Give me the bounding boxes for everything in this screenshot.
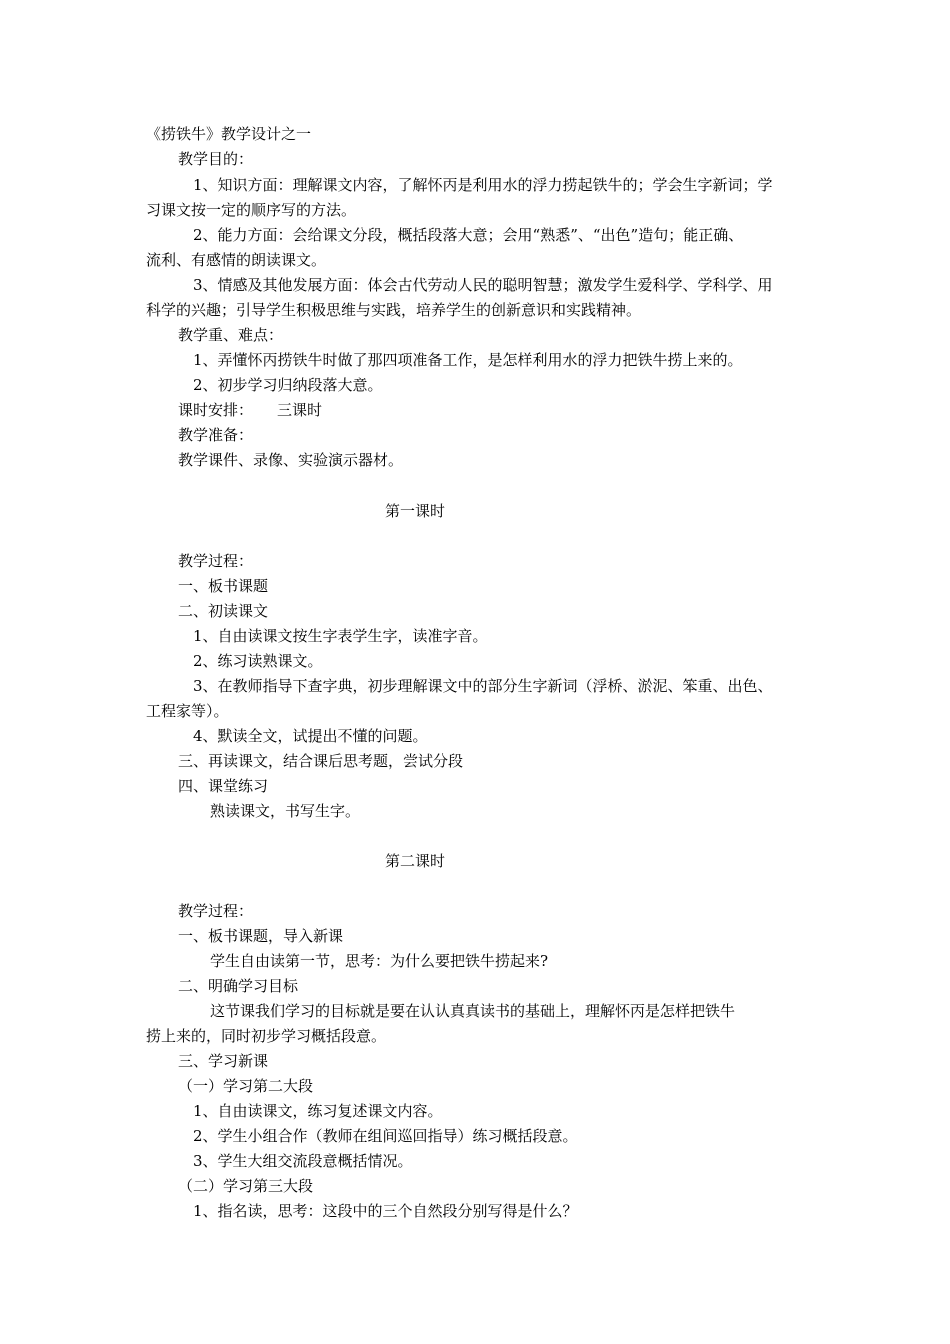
lesson-1-title: 第一课时 bbox=[384, 502, 445, 520]
lesson-2-part-1-item-2: 2、学生小组合作（教师在组间巡回指导）练习概括段意。 bbox=[193, 1127, 578, 1145]
lesson-1-step-4-text: 熟读课文，书写生字。 bbox=[210, 802, 361, 820]
lesson-1-step-3: 三、再读课文，结合课后思考题，尝试分段 bbox=[178, 752, 464, 770]
lesson-2-part-2-item-1: 1、指名读，思考：这段中的三个自然段分别写得是什么？ bbox=[193, 1202, 578, 1220]
keypoint-2: 2、初步学习归纳段落大意。 bbox=[193, 376, 383, 394]
lesson-1-step-2-item-2: 2、练习读熟课文。 bbox=[193, 652, 323, 670]
keypoint-1: 1、弄懂怀丙捞铁牛时做了那四项准备工作，是怎样利用水的浮力把铁牛捞上来的。 bbox=[193, 351, 743, 369]
lesson-1-step-4: 四、课堂练习 bbox=[178, 777, 269, 795]
schedule-value: 三课时 bbox=[277, 401, 323, 419]
lesson-2-step-1-text: 学生自由读第一节，思考：为什么要把铁牛捞起来? bbox=[210, 952, 549, 970]
lesson-2-step-1: 一、板书课题，导入新课 bbox=[178, 927, 344, 945]
objective-3-line-1: 3、情感及其他发展方面：体会古代劳动人民的聪明智慧；激发学生爱科学、学科学、用 bbox=[193, 276, 773, 294]
lesson-2-part-1: （一）学习第二大段 bbox=[178, 1077, 314, 1095]
lesson-2-part-1-item-3: 3、学生大组交流段意概括情况。 bbox=[193, 1152, 413, 1170]
lesson-2-title: 第二课时 bbox=[384, 852, 445, 870]
lesson-2-step-2-text-line-1: 这节课我们学习的目标就是要在认认真真读书的基础上，理解怀丙是怎样把铁牛 bbox=[210, 1002, 736, 1020]
lesson-1-step-2-item-4: 4、默读全文，试提出不懂的问题。 bbox=[193, 727, 428, 745]
lesson-1-step-1: 一、板书课题 bbox=[178, 577, 269, 595]
lesson-2-step-2: 二、明确学习目标 bbox=[178, 977, 299, 995]
prep-text: 教学课件、录像、实验演示器材。 bbox=[178, 451, 404, 469]
objective-1-line-2: 习课文按一定的顺序写的方法。 bbox=[146, 201, 357, 219]
lesson-2-process: 教学过程： bbox=[178, 902, 254, 920]
lesson-1-step-2-item-3-line-1: 3、在教师指导下查字典，初步理解课文中的部分生字新词（浮桥、淤泥、笨重、出色、 bbox=[193, 677, 773, 695]
prep-heading: 教学准备： bbox=[178, 426, 254, 444]
document-title: 《捞铁牛》教学设计之一 bbox=[146, 125, 312, 143]
objective-2-line-1: 2、能力方面：会给课文分段，概括段落大意；会用“熟悉”、“出色”造句；能正确、 bbox=[193, 226, 744, 244]
lesson-1-step-2: 二、初读课文 bbox=[178, 602, 269, 620]
lesson-2-part-2: （二）学习第三大段 bbox=[178, 1177, 314, 1195]
lesson-2-part-1-item-1: 1、自由读课文，练习复述课文内容。 bbox=[193, 1102, 443, 1120]
lesson-2-step-3: 三、学习新课 bbox=[178, 1052, 269, 1070]
objective-1-line-1: 1、知识方面：理解课文内容，了解怀丙是利用水的浮力捞起铁牛的；学会生字新词；学 bbox=[193, 176, 773, 194]
objective-3-line-2: 科学的兴趣；引导学生积极思维与实践，培养学生的创新意识和实践精神。 bbox=[146, 301, 642, 319]
objectives-heading: 教学目的： bbox=[178, 150, 254, 168]
lesson-1-step-2-item-1: 1、自由读课文按生字表学生字，读准字音。 bbox=[193, 627, 488, 645]
lesson-1-step-2-item-3-line-2: 工程家等）。 bbox=[146, 702, 229, 720]
keypoints-heading: 教学重、难点： bbox=[178, 326, 284, 344]
lesson-1-process: 教学过程： bbox=[178, 552, 254, 570]
lesson-2-step-2-text-line-2: 捞上来的，同时初步学习概括段意。 bbox=[146, 1027, 387, 1045]
schedule-label: 课时安排： bbox=[178, 401, 254, 419]
objective-2-line-2: 流利、有感情的朗读课文。 bbox=[146, 251, 327, 269]
